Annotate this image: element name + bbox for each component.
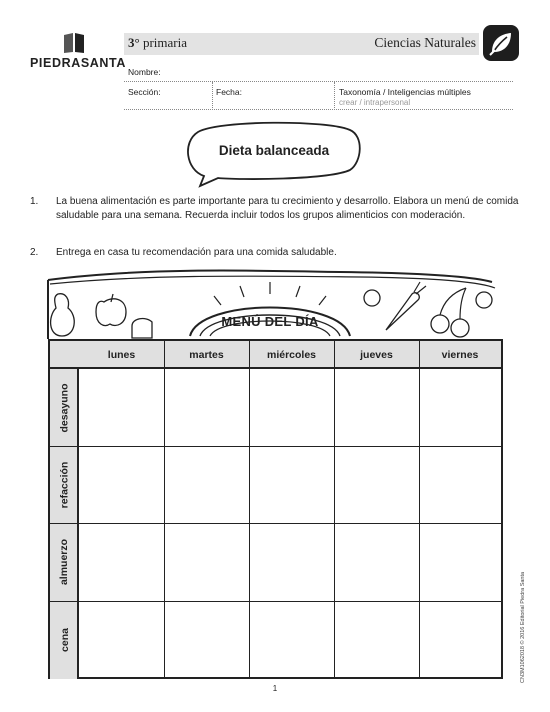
book-icon (62, 32, 86, 54)
meal-label: desayuno (58, 382, 71, 433)
apple-icon (96, 299, 126, 326)
orange-icon (476, 292, 492, 308)
grid-line (164, 341, 165, 679)
small-fruit-icon (364, 290, 380, 306)
divider (212, 82, 213, 110)
cherry-icon (431, 315, 449, 333)
instruction-1: 1. La buena alimentación es parte importante para tu crecimiento y desarrollo. Elabora un menú de comida saludable para una semana. Recuerda incluir todos los grupos alimenticios con moderación. (30, 196, 519, 221)
day-header: miércoles (266, 349, 317, 361)
nombre-label: Nombre: (128, 67, 161, 77)
copyright-note: CN3M1062018 © 2016 Editorial Piedra Santa (520, 571, 526, 683)
fecha-label: Fecha: (216, 87, 242, 97)
grade-label: 3° primaria (128, 35, 187, 50)
page-number: 1 (272, 684, 278, 693)
divider (334, 82, 335, 110)
leaf-icon (483, 25, 519, 61)
menu-title: MENÚ DEL DÍA (221, 314, 319, 329)
instruction-2: 2. Entrega en casa tu recomendación para una comida saludable. (30, 247, 337, 258)
grid-line (50, 523, 501, 524)
day-header: viernes (441, 349, 479, 361)
grid-line (50, 446, 501, 447)
form-bottom-line (124, 109, 513, 110)
publisher-logo (30, 30, 126, 74)
subject-title: Ciencias Naturales (374, 35, 476, 50)
pear-icon (51, 294, 75, 336)
day-header: martes (189, 349, 224, 361)
taxonomia-label: Taxonomía / Inteligencias múltiples (339, 87, 471, 97)
grid-line (249, 341, 250, 679)
meal-label: almuerzo (58, 538, 71, 586)
meal-label: cena (58, 628, 71, 652)
day-header: lunes (107, 349, 136, 361)
seccion-label: Sección: (128, 87, 161, 97)
menu-banner (40, 268, 500, 343)
grid-line (50, 601, 501, 602)
grid-line (334, 341, 335, 679)
cherry-icon (451, 319, 469, 337)
logo-text: PIEDRASANTA (30, 56, 126, 70)
meal-label: refacción (58, 461, 71, 508)
menu-grid (48, 339, 503, 679)
taxonomia-value: crear / intrapersonal (339, 98, 411, 107)
grid-line (419, 341, 420, 679)
nombre-field[interactable] (124, 81, 513, 82)
page-title: Dieta balanceada (218, 143, 330, 158)
carrot-icon (386, 293, 419, 330)
bread-icon (132, 319, 152, 338)
day-header: jueves (360, 349, 393, 361)
